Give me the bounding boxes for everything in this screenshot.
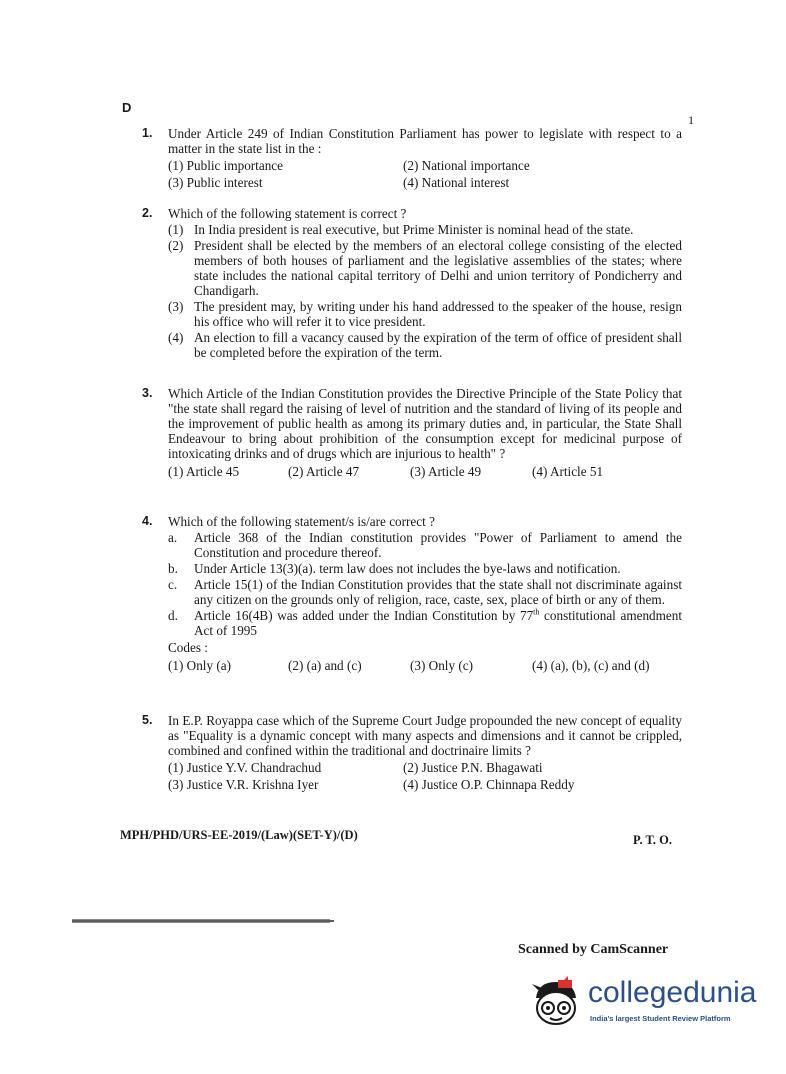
option: (4) National interest: [403, 175, 510, 190]
question-text: Which Article of the Indian Constitution provides the Directive Principle of the State Policy that "the state shall regard the raising of level of nutrition and the standard of living of its people and the improvement of public health as among its primary duties and, in particular, the State Shall Endeavour to bring about prohibition of the consumption except for medicinal purpose of intoxicating drinks and of drugs which are injurious to health" ?: [168, 386, 682, 461]
option: (4) Justice O.P. Chinnapa Reddy: [403, 777, 575, 792]
options-list: [168, 158, 682, 190]
option: (1) Only (a): [168, 658, 231, 673]
pto-label: P. T. O.: [633, 833, 673, 847]
options-list: [168, 464, 682, 479]
option: (2) Justice P.N. Bhagawati: [403, 760, 543, 775]
option: (2) (a) and (c): [288, 658, 362, 673]
collegedunia-logo: [528, 976, 758, 1032]
statement-item: [168, 530, 682, 560]
statement-item: [168, 238, 682, 298]
statement-label: d.: [168, 608, 178, 623]
statement-label: c.: [168, 577, 178, 592]
question-4: [142, 514, 682, 673]
option: (2) Article 47: [288, 464, 360, 479]
option: (3) Public interest: [168, 175, 263, 190]
question-number: 5.: [142, 713, 153, 727]
statement-item: [168, 561, 682, 576]
options-list: [168, 760, 682, 792]
statement-label: (1): [168, 222, 184, 237]
statement-text: [194, 608, 682, 638]
scanned-by-label: Scanned by CamScanner: [518, 942, 669, 957]
statement-text-before: Article 16(4B) was added under the Indian Constitution by 77: [194, 608, 534, 623]
logo-wordmark: collegedunia: [588, 976, 757, 1009]
statement-item: [168, 330, 682, 360]
scan-smear: [72, 917, 334, 926]
question-2: [142, 206, 682, 360]
statement-text: In India president is real executive, but Prime Minister is nominal head of the state.: [194, 222, 634, 237]
question-text: Under Article 249 of Indian Constitution Parliament has power to legislate with respect to a matter in the state list in the :: [168, 126, 682, 156]
question-5: [142, 713, 682, 792]
question-text: Which of the following statement/s is/are correct ?: [168, 514, 435, 529]
statement-text: Under Article 13(3)(a). term law does not includes the bye-laws and notification.: [194, 561, 621, 576]
question-text: In E.P. Royappa case which of the Supreme Court Judge propounded the new concept of equality as "Equality is a dynamic concept with many aspects and dimensions and it cannot be crippled, combined and confined within the traditional and doctrinaire limits ?: [168, 713, 682, 758]
mascot-icon: [528, 976, 586, 1032]
option: (3) Justice V.R. Krishna Iyer: [168, 777, 319, 792]
statement-label: (4): [168, 330, 184, 345]
option: (2) National importance: [403, 158, 530, 173]
question-1: [142, 126, 682, 190]
question-number: 1.: [142, 126, 153, 140]
option: (1) Justice Y.V. Chandrachud: [168, 760, 322, 775]
statement-text: An election to fill a vacancy caused by the expiration of the term of office of president shall be completed before the expiration of the term.: [194, 330, 682, 360]
set-label: D: [122, 100, 132, 115]
statement-label: b.: [168, 561, 178, 576]
option: (1) Public importance: [168, 158, 283, 173]
statement-label: (3): [168, 299, 184, 314]
question-number: 3.: [142, 386, 153, 400]
statement-text: Article 15(1) of the Indian Constitution provides that the state shall not discriminate against any citizen on the grounds only of religion, race, caste, sex, place of birth or any of them.: [194, 577, 682, 607]
option: (4) Article 51: [532, 464, 604, 479]
option: (3) Only (c): [410, 658, 473, 673]
question-text: Which of the following statement is correct ?: [168, 206, 407, 221]
option: (1) Article 45: [168, 464, 240, 479]
ordinal-suffix: th: [533, 607, 540, 617]
statement-text: Article 368 of the Indian constitution provides "Power of Parliament to amend the Constitution and procedure thereof.: [194, 530, 682, 560]
question-3: [142, 386, 682, 479]
statement-item: [168, 608, 682, 638]
page-number: 1: [688, 113, 694, 127]
question-number: 2.: [142, 206, 153, 220]
question-number: 4.: [142, 514, 153, 528]
logo-tagline: India's largest Student Review Platform: [590, 1014, 731, 1023]
statement-text: The president may, by writing under his hand addressed to the speaker of the house, resign his office who will refer it to vice president.: [194, 299, 682, 329]
statement-item: [168, 299, 682, 329]
statement-label: (2): [168, 238, 184, 253]
statement-text-after: constitutional amendment Act of 1995: [194, 608, 683, 638]
codes-label: Codes :: [168, 640, 208, 655]
paper-code: MPH/PHD/URS-EE-2019/(Law)(SET-Y)/(D): [120, 828, 358, 842]
statement-item: [168, 577, 682, 607]
option: (3) Article 49: [410, 464, 482, 479]
statement-item: [168, 222, 682, 237]
option: (4) (a), (b), (c) and (d): [532, 658, 650, 673]
statement-text: President shall be elected by the members of an electoral college consisting of the elected members of both houses of parliament and the legislative assemblies of the states; where state includes the national capital territory of Delhi and union territory of Pondicherry and Chandigarh.: [194, 238, 682, 298]
statement-label: a.: [168, 530, 178, 545]
options-list: [168, 658, 682, 673]
